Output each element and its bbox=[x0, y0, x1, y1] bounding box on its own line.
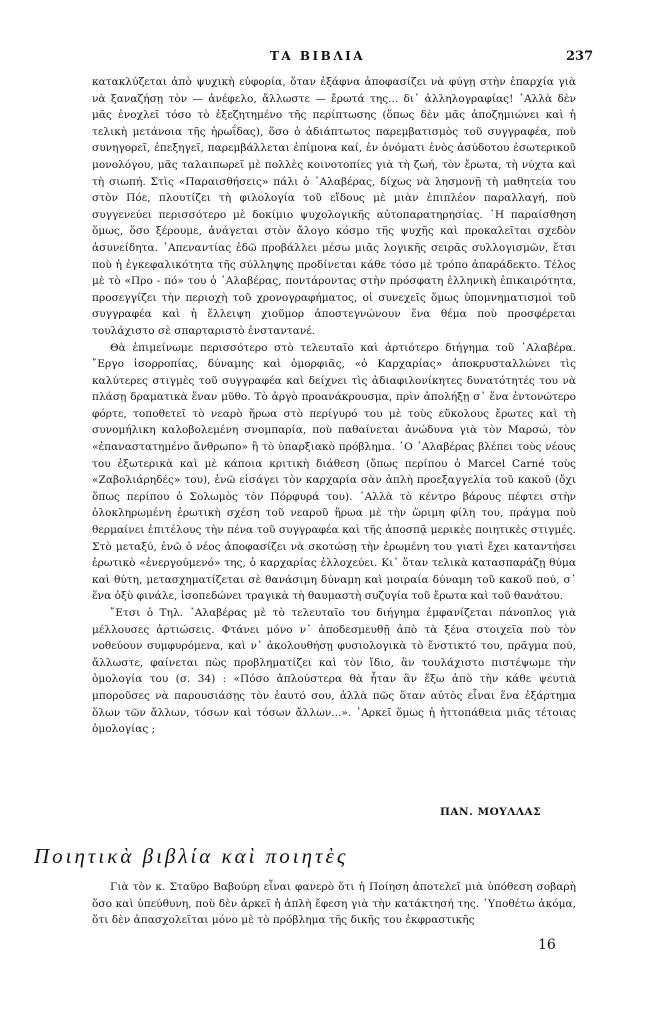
signature-mark: 16 bbox=[538, 937, 556, 953]
page-number: 237 bbox=[566, 49, 594, 64]
running-title: ΤΑ ΒΙΒΛΙΑ bbox=[270, 49, 366, 63]
section-text bbox=[92, 879, 576, 929]
section-heading: Ποιητικὰ βιβλία καὶ ποιητὲς bbox=[34, 844, 349, 868]
review-text bbox=[92, 74, 576, 738]
review-author: ΠΑΝ. ΜΟΥΛΛΑΣ bbox=[440, 806, 542, 818]
paragraph: κατακλύζεται ἀπὸ ψυχικὴ εὐφορία, ὅταν ἐξάφνα ἀποφασίζει νὰ φύγῃ στὴν ἐπαρχία γιὰ νὰ ξαναζήσῃ τὸν — ἀνέφελο, ἄλλωστε — ἔρωτά της... δι᾽ ἀλληλογραφίας! ᾽Αλλὰ δὲν μᾶς ἐνοχλεῖ τόσο τὸ ἐξεζητημένο τῆς περίπτωσης (ὅπως δὲν μᾶς ἀποζημιώνει καὶ ἡ τελικὴ μετάνοια τῆς ἡρωΐδας), ὅσο ὁ ἀδιάπτωτος παρεμβατισμὸς τοῦ συγγραφέα, ποὺ συνηγορεῖ, ἐπεξηγεῖ, παρεμβάλλεται ἐπίμονα καί, ἐν ὀνόματι ἑνὸς ἀσύδοτου ἐσωτερικοῦ μονολόγου, μᾶς ταλαιπωρεῖ μὲ πολλὲς κοινοτοπίες γιὰ τὴ ζωή, τὸν ἔρωτα, τὴ νύχτα καὶ τὴ σιωπή. Στὶς «Παραισθήσεις» πάλι ὁ ᾽Αλαβέρας, δίχως νὰ λησμονῇ τὴ μαθητεία του στὸν Πόε, πλουτίζει τὴ φιλολογία τοῦ εἴδους μὲ μιὰν ἐπιπλέον παραλλαγή, ποὺ συγγενεύει περισσότερο μὲ δοκίμιο ψυχολογικῆς αὐτοπαρατηρησίας. ῾Η παραίσθηση ὅμως, ὅσο ξέρουμε, ἀνάγεται στὸν ἄλογο κόσμο τῆς ψυχῆς καὶ προκαλεῖται σχεδὸν ἀσυνείδητα. ᾽Απεναντίας ἐδῶ προβάλλει μέσω μιᾶς λογικῆς σειρᾶς συλλογισμῶν, ἔτσι ποὺ ἡ ἐγκεφαλικότητα τῆς σύλληψης προδίνεται κάθε τόσο μὲ τρόπο ἀπαράδεκτο. Τέλος μὲ τὸ «Προ - πό» του ὁ ᾽Αλαβέρας, ποντάροντας στὴν πρόσφατη ἑλληνικὴ ἐπικαιρότητα, προσεγγίζει τὴν περιοχὴ τοῦ χρονογραφήματος, οἱ συνεχεῖς ὅμως ὑπομνηματισμοὶ τοῦ συγγραφέα καὶ ἡ ἔλλειψη χιοῦμορ ἀποστεγνώνουν ἕνα θέμα ποὺ προσφέρεται τουλάχιστο σὲ σπαρταριστὸ ἐνσταντανέ. bbox=[92, 76, 576, 337]
paragraph: Θὰ ἐπιμείνωμε περισσότερο στὸ τελευταῖο καὶ ἀρτιότερο διήγημα τοῦ ᾽Αλαβέρα. ῎Εργο ἰσορροπίας, δύναμης καὶ ὁμορφιᾶς, «ὁ Καρχαρίας» ἀποκρυσταλλώνει τὶς καλύτερες στιγμὲς τοῦ συγγραφέα καὶ δείχνει τὶς ἀδιαφιλονίκητες δυνατότητές του νὰ πλάσῃ δραματικὰ ἕναν μῦθο. Τὸ ἀργὸ προανάκρουσμα, πρὶν ἀπολήξῃ σ᾽ ἕνα ἐντονώτερο φόρτε, τοποθετεῖ τὸ νεαρὸ ἥρωα στὸ περίγυρό του μὲ τοὺς εὔκολους ἔρωτες καὶ τὴ συνομήλικη καλοβολεμένη σνομπαρία, ποὺ παθαίνεται ἀνώδυνα γιὰ τὸν Μαρσώ, τὸν «ἐπαναστατημένο ἄνθρωπο» ἢ τὸ ὑπαρξιακὸ πρόβλημα. ῾Ο ᾽Αλαβέρας βλέπει τοὺς νέους του ἐξωτερικὰ καὶ μὲ κάποια κριτικὴ διάθεση (ὅπως περίπου ὁ Marcel Carné τοὺς «Ζαβολιάρηδές» του), ἐνῶ εἰσάγει τὸν καρχαρία σὰν ἁπλὴ προεξαγγελία τοῦ κακοῦ (ὄχι ὅπως περίπου ὁ Σολωμὸς τὸν Πόρφυρά του). ᾽Αλλὰ τὸ κέντρο βάρους πέφτει στὴν ὁλοκληρωμένη ἐρωτικὴ σχέση τοῦ νεαροῦ ἥρωα μὲ τὴν ὥριμη φίλη του, πράγμα ποὺ θερμαίνει ἐπιτέλους τὴν πένα τοῦ συγγραφέα καὶ τῆς ἀποσπᾷ μερικὲς ποιητικὲς στιγμές. Στὸ μεταξύ, ἐνῶ ὁ νέος ἀποφασίζει νὰ σκοτώσῃ τὴν ἐρωμένη του γιατὶ ἔχει καταντήσει ἐρωτικὸ «ἐνεργούμενό» της, ὁ καρχαρίας ἐλλοχεύει. Κι᾽ ὅταν τελικὰ κατασπαράζῃ θύμα καὶ θύτη, μετασχηματίζεται σὲ θανάσιμη δύναμη καὶ μοιραία δύναμη τοῦ κακοῦ πού, σ᾽ ἕνα ὀξὺ φινάλε, ἰσοπεδώνει τραγικὰ τὴ θαυμαστὴ συζυγία τοῦ ἔρωτα καὶ τοῦ θανάτου. bbox=[92, 341, 576, 603]
paragraph: Γιὰ τὸν κ. Σταῦρο Βαβούρη εἶναι φανερὸ ὅτι ἡ Ποίηση ἀποτελεῖ μιὰ ὑπόθεση σοβαρὴ ὅσο καὶ ὑπεύθυνη, ποὺ δὲν ἀρκεῖ ἡ ἁπλὴ ἔφεση γιὰ τὴν κατάκτησή της. ῾Υποθέτω ἀκόμα, ὅτι δὲν ἀπασχολεῖται μόνο μὲ τὸ πρόβλημα τῆς δικῆς του ἐκφραστικῆς bbox=[92, 881, 576, 927]
paragraph: ῎Ετσι ὁ Τηλ. ᾽Αλαβέρας μὲ τὸ τελευταῖο του διήγημα ἐμφανίζεται πάνοπλος γιὰ μέλλουσες ἀρτιώσεις. Φτάνει μόνο ν᾽ ἀποδεσμευθῇ ἀπὸ τὰ ξένα στοιχεῖα ποὺ τὸν νοθεύουν συμφυρόμενα, καὶ ν᾽ ἀκολουθήσῃ φυσιολογικὰ τὸ ἔνστικτό του, πρᾶγμα πού, ἄλλωστε, φαίνεται πὼς προβληματίζει καὶ τὸν ἴδιο, ἂν τουλάχιστο πιστέψωμε τὴν ὁμολογία του (σ. 34) : «Πόσο ἁπλούστερα θὰ ἦταν ἂν ἔξω ἀπὸ τὴν κάθε ψευτιὰ μποροῦσες νὰ παρουσιάσῃς τὸν ἑαυτό σου, ἀλλὰ πῶς ὅταν αὐτὸς εἶναι ἕνα ἐξάρτημα ὅλων τῶν ἄλλων, τόσων καὶ τόσων ἄλλων...». ᾽Αρκεῖ ὅμως ἡ ἡττοπάθεια μιᾶς τέτοιας ὁμολογίας ; bbox=[92, 607, 576, 736]
